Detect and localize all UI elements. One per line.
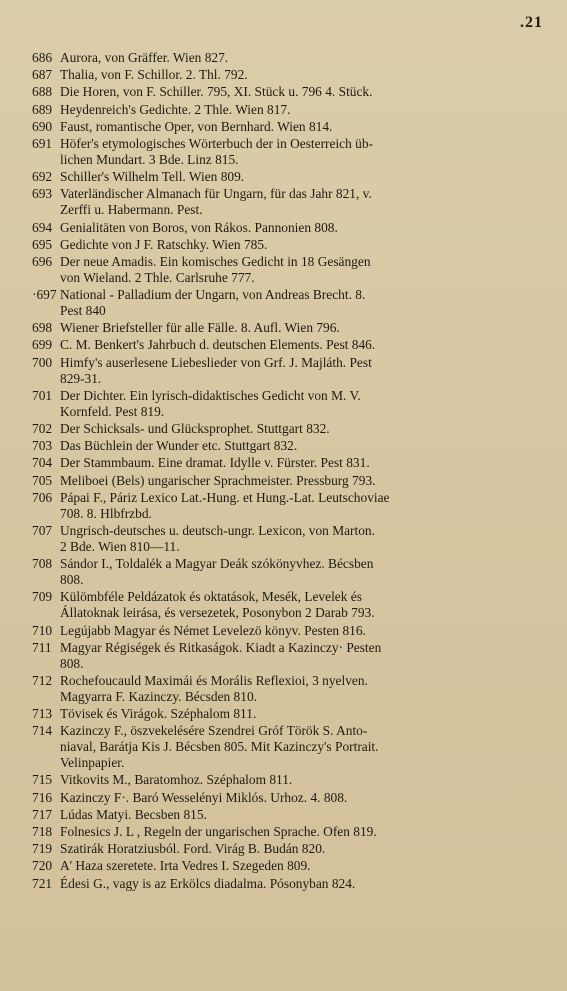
entry-line: Legújabb Magyar és Német Levelezö könyv. Pesten 816. (60, 622, 366, 638)
entry-text (60, 337, 545, 353)
catalog-entry (22, 455, 545, 471)
entry-number: 702 (32, 421, 53, 436)
entry-line: National - Palladium der Ungarn, von Andreas Brecht. 8. (60, 287, 366, 303)
entry-text (60, 67, 545, 83)
entry-text (60, 473, 545, 489)
entry-number: 705 (32, 472, 53, 488)
entry-text (60, 455, 545, 471)
entry-line: 708. 8. Hlbfrzbd. (60, 505, 152, 521)
catalog-entry (22, 640, 545, 672)
entry-text (60, 388, 545, 420)
entry-text (60, 220, 545, 236)
catalog-entry (22, 102, 545, 118)
catalog-entry (22, 186, 545, 218)
entry-number: 709 (32, 589, 53, 605)
catalog-entry (22, 673, 545, 705)
entry-line: 808. (60, 655, 84, 671)
catalog-entry (22, 136, 545, 168)
entry-line: Die Horen, von F. Schiller. 795, XI. Stück u. 796 4. Stück. (60, 84, 373, 100)
entry-line: von Wieland. 2 Thle. Carlsruhe 777. (60, 269, 255, 285)
entry-number: 710 (32, 622, 53, 638)
entry-number: 687 (32, 67, 53, 83)
entry-number: 708 (32, 556, 53, 572)
catalog-entry (22, 473, 545, 489)
catalog-entry (22, 523, 545, 555)
entry-number: ·697 (32, 287, 57, 303)
catalog-entry (22, 237, 545, 253)
catalog-entry (22, 287, 545, 319)
entry-number: 700 (32, 354, 53, 370)
entry-line: C. M. Benkert's Jahrbuch d. deutschen Elements. Pest 846. (60, 337, 376, 353)
catalog-entry (22, 706, 545, 722)
entry-text (60, 589, 545, 621)
entry-line: Der neue Amadis. Ein komisches Gedicht in 18 Gesängen (60, 253, 371, 269)
entry-number: 698 (32, 320, 53, 336)
entry-line: Kornfeld. Pest 819. (60, 403, 165, 419)
catalog-entry (22, 876, 545, 892)
entry-number: 688 (32, 84, 53, 100)
entry-line: Genialitäten von Boros, von Rákos. Pannonien 808. (60, 219, 338, 235)
entry-line: Tövisek és Virágok. Széphalom 811. (60, 706, 257, 722)
entry-number: 692 (32, 169, 53, 185)
entry-number: 721 (32, 875, 53, 891)
entry-line: 829-31. (60, 370, 102, 386)
entry-line: Der Schicksals- und Glücksprophet. Stuttgart 832. (60, 421, 330, 436)
entry-line: Magyar Régiségek és Ritkaságok. Kiadt a Kazinczy· Pesten (60, 639, 382, 655)
entry-text (60, 320, 545, 336)
entry-text (60, 186, 545, 218)
entry-line: niaval, Barátja Kis J. Bécsben 805. Mit Kazinczy's Portrait. (60, 739, 379, 755)
entry-line: Heydenreich's Gedichte. 2 Thle. Wien 817. (60, 101, 291, 117)
catalog-entry (22, 589, 545, 621)
entry-text (60, 355, 545, 387)
page-number: .21 (520, 14, 543, 31)
catalog-entry (22, 556, 545, 588)
entry-number: 714 (32, 723, 53, 739)
entry-text (60, 858, 545, 874)
catalog-entry-list (22, 50, 545, 892)
entry-line: Magyarra F. Kazinczy. Bécsden 810. (60, 688, 257, 704)
entry-line: Der Stammbaum. Eine dramat. Idylle v. Fürster. Pest 831. (60, 455, 370, 471)
entry-line: 2 Bde. Wien 810—11. (60, 538, 180, 554)
entry-text (60, 876, 545, 892)
entry-line: Aurora, von Gräffer. Wien 827. (60, 50, 229, 65)
entry-number: 706 (32, 489, 53, 505)
entry-line: Gedichte von J F. Ratschky. Wien 785. (60, 236, 268, 252)
entry-line: Meliboei (Bels) ungarischer Sprachmeister. Pressburg 793. (60, 472, 376, 488)
entry-text (60, 169, 545, 185)
entry-text (60, 438, 545, 454)
entry-text (60, 490, 545, 522)
catalog-entry (22, 119, 545, 135)
entry-number: 712 (32, 672, 53, 688)
entry-line: Das Büchlein der Wunder etc. Stuttgart 832. (60, 438, 298, 454)
entry-number: 695 (32, 236, 53, 252)
catalog-entry (22, 337, 545, 353)
entry-text (60, 102, 545, 118)
entry-text (60, 623, 545, 639)
entry-text (60, 772, 545, 788)
entry-number: 690 (32, 118, 53, 134)
catalog-entry (22, 723, 545, 771)
catalog-entry (22, 50, 545, 66)
entry-line: Höfer's etymologisches Wörterbuch der in Oesterreich üb- (60, 135, 374, 151)
entry-number: 718 (32, 824, 53, 839)
entry-line: Faust, romantische Oper, von Bernhard. Wien 814. (60, 118, 333, 134)
entry-line: Himfy's auserlesene Liebeslieder von Grf. J. Majláth. Pest (60, 354, 372, 370)
catalog-entry (22, 841, 545, 857)
catalog-entry (22, 421, 545, 437)
entry-line: Zerffi u. Habermann. Pest. (60, 202, 203, 218)
entry-line: A' Haza szeretete. Irta Vedres I. Szegeden 809. (60, 858, 311, 874)
entry-line: Velinpapier. (60, 755, 125, 771)
catalog-entry (22, 388, 545, 420)
entry-text (60, 556, 545, 588)
catalog-entry (22, 355, 545, 387)
catalog-entry (22, 807, 545, 823)
entry-number: 704 (32, 455, 53, 471)
entry-line: Thalia, von F. Schillor. 2. Thl. 792. (60, 67, 248, 83)
entry-line: Folnesics J. L , Regeln der ungarischen Sprache. Ofen 819. (60, 824, 377, 839)
entry-line: Wiener Briefsteller für alle Fälle. 8. Aufl. Wien 796. (60, 320, 340, 336)
catalog-entry (22, 169, 545, 185)
entry-line: Ungrisch-deutsches u. deutsch-ungr. Lexicon, von Marton. (60, 522, 375, 538)
entry-text (60, 640, 545, 672)
entry-line: Kazinczy F·. Baró Wesselényi Miklós. Urhoz. 4. 808. (60, 789, 348, 805)
catalog-entry (22, 220, 545, 236)
entry-text (60, 84, 545, 100)
entry-text (60, 254, 545, 286)
entry-line: lichen Mundart. 3 Bde. Linz 815. (60, 151, 239, 167)
entry-text (60, 287, 545, 319)
entry-number: 703 (32, 438, 53, 454)
entry-number: 720 (32, 858, 53, 874)
entry-number: 696 (32, 253, 53, 269)
entry-number: 711 (32, 639, 52, 655)
entry-line: Pest 840 (60, 303, 106, 319)
catalog-entry (22, 858, 545, 874)
entry-line: Der Dichter. Ein lyrisch-didaktisches Gedicht von M. V. (60, 387, 361, 403)
catalog-entry (22, 438, 545, 454)
entry-number: 717 (32, 806, 53, 822)
entry-line: Rochefoucauld Maximái és Morális Reflexioi, 3 nyelven. (60, 672, 368, 688)
catalog-entry (22, 254, 545, 286)
entry-number: 693 (32, 186, 53, 202)
entry-text (60, 421, 545, 437)
entry-text (60, 723, 545, 771)
entry-line: Kazinczy F., öszvekelésére Szendrei Gróf Török S. Anto- (60, 723, 368, 739)
entry-number: 689 (32, 101, 53, 117)
entry-text (60, 841, 545, 857)
entry-text (60, 790, 545, 806)
entry-number: 713 (32, 706, 53, 722)
catalog-entry (22, 790, 545, 806)
entry-text (60, 807, 545, 823)
entry-text (60, 50, 545, 66)
entry-line: Sándor I., Toldalék a Magyar Deák szókönyvhez. Bécsben (60, 556, 374, 572)
entry-text (60, 523, 545, 555)
entry-line: Schiller's Wilhelm Tell. Wien 809. (60, 169, 245, 185)
entry-line: Pápai F., Páriz Lexico Lat.-Hung. et Hung.-Lat. Leutschoviae (60, 489, 390, 505)
entry-line: Állatoknak leirása, és versezetek, Posonybon 2 Darab 793. (60, 605, 375, 621)
catalog-entry (22, 490, 545, 522)
entry-number: 691 (32, 135, 53, 151)
catalog-entry (22, 623, 545, 639)
entry-line: 808. (60, 572, 84, 588)
entry-line: Szatirák Horatziusból. Ford. Virág B. Budán 820. (60, 841, 326, 857)
entry-number: 701 (32, 387, 53, 403)
entry-number: 694 (32, 219, 53, 235)
catalog-entry (22, 67, 545, 83)
entry-number: 686 (32, 50, 53, 65)
entry-line: Vitkovits M., Baratomhoz. Széphalom 811. (60, 772, 293, 788)
entry-text (60, 237, 545, 253)
entry-number: 715 (32, 772, 53, 788)
entry-number: 716 (32, 789, 53, 805)
entry-text (60, 824, 545, 840)
catalog-entry (22, 320, 545, 336)
entry-number: 699 (32, 337, 53, 353)
entry-line: Édesi G., vagy is az Erkölcs diadalma. Pósonyban 824. (60, 875, 356, 891)
catalog-entry (22, 84, 545, 100)
entry-text (60, 119, 545, 135)
entry-number: 719 (32, 841, 53, 857)
entry-text (60, 706, 545, 722)
catalog-entry (22, 772, 545, 788)
entry-text (60, 673, 545, 705)
entry-line: Lúdas Matyi. Becsben 815. (60, 806, 207, 822)
entry-number: 707 (32, 522, 53, 538)
entry-line: Külömbféle Peldázatok és oktatások, Mesék, Levelek és (60, 589, 362, 605)
entry-text (60, 136, 545, 168)
catalog-entry (22, 824, 545, 840)
entry-line: Vaterländischer Almanach für Ungarn, für das Jahr 821, v. (60, 186, 372, 202)
